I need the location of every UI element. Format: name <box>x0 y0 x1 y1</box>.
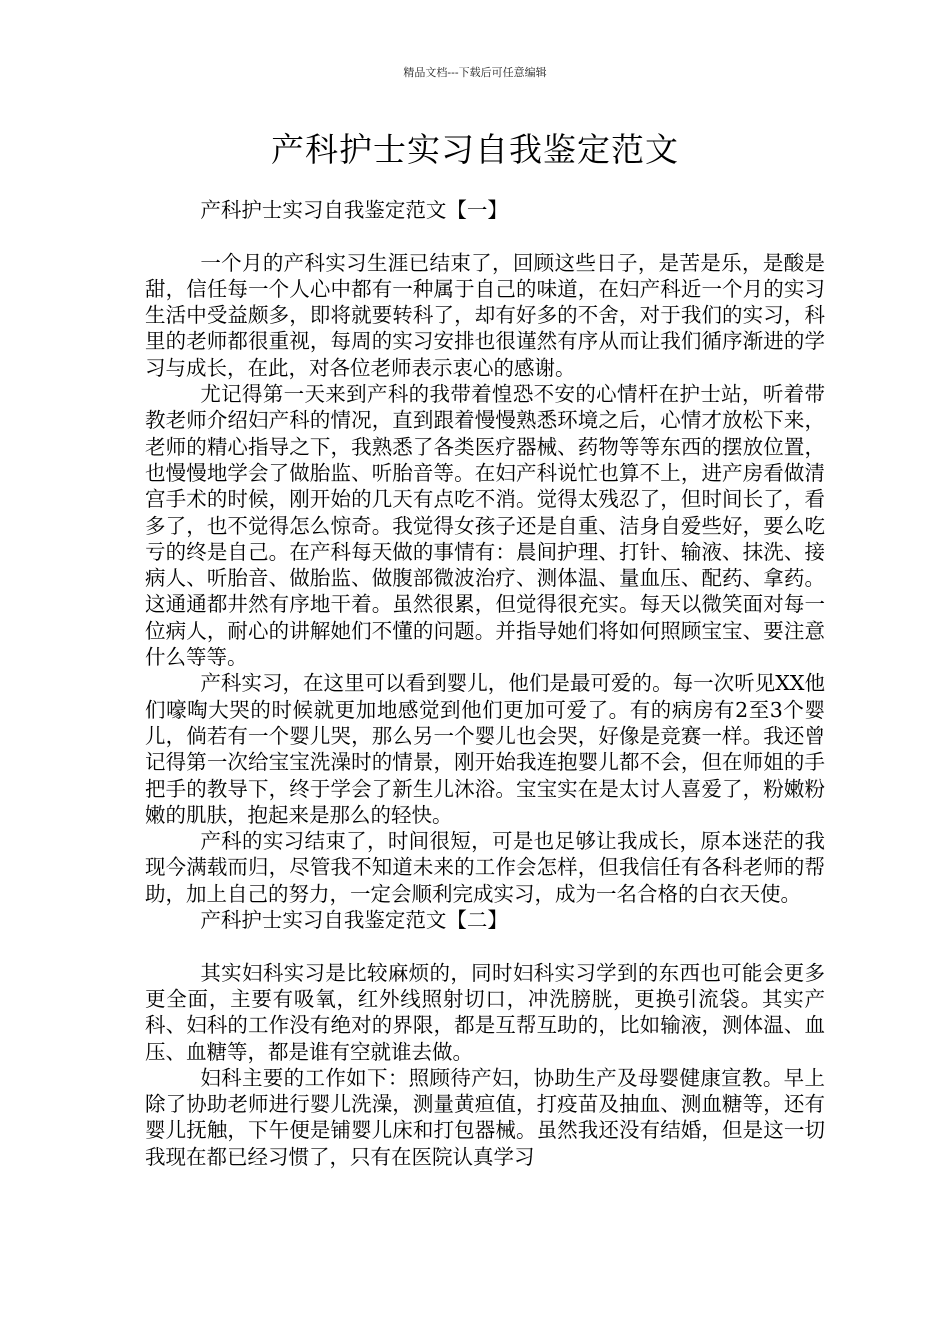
paragraph: 其实妇科实习是比较麻烦的，同时妇科实习学到的东西也可能会更多更全面，主要有吸氧，红外线照射切口，冲洗膀胱，更换引流袋。其实产科、妇科的工作没有绝对的界限，都是互帮互助的，比如输液，测体温、血压、血糖等，都是谁有空就谁去做。 <box>145 960 825 1064</box>
paragraph: 产科的实习结束了，时间很短，可是也足够让我成长，原本迷茫的我现今满载而归，尽管我不知道未来的工作会怎样，但我信任有各科老师的帮助，加上自己的努力，一定会顺利完成实习，成为一名合格的白衣天使。 <box>145 829 825 906</box>
section-heading-1: 产科护士实习自我鉴定范文【一】 <box>200 198 508 222</box>
blank-line <box>145 933 825 959</box>
paragraph: 一个月的产科实习生涯已结束了，回顾这些日子，是苦是乐，是酸是甜，信任每一个人心中都有一种属于自己的味道，在妇产科近一个月的实习生活中受益颇多，即将就要转科了，却有好多的不舍，对于我们的实习，科里的老师都很重视，每周的实习安排也很谨然有序从而让我们循序渐进的学习与成长，在此，对各位老师表示衷心的感谢。 <box>145 250 825 380</box>
section-heading-2: 产科护士实习自我鉴定范文【二】 <box>200 908 508 933</box>
paragraph: 产科实习，在这里可以看到婴儿，他们是最可爱的。每一次听见XX他们嚎啕大哭的时候就更加地感觉到他们更加可爱了。有的病房有2至3个婴儿，倘若有一个婴儿哭，那么另一个婴儿也会哭，好像是竞赛一样。我还曾记得第一次给宝宝洗澡时的情景，刚开始我连抱婴儿都不会，但在师姐的手把手的教导下，终于学会了新生儿沐浴。宝宝实在是太讨人喜爱了，粉嫩粉嫩的肌肤，抱起来是那么的轻快。 <box>145 671 825 827</box>
paragraph: 妇科主要的工作如下：照顾待产妇，协助生产及母婴健康宣教。早上除了协助老师进行婴儿洗澡，测量黄疸值，打疫苗及抽血、测血糖等，还有婴儿抚触，下午便是铺婴儿床和打包器械。虽然我还没有结婚，但是这一切我现在都已经习惯了，只有在医院认真学习 <box>145 1065 825 1169</box>
paragraph: 尤记得第一天来到产科的我带着惶恐不安的心情杆在护士站，听着带教老师介绍妇产科的情况，直到跟着慢慢熟悉环境之后，心情才放松下来，老师的精心指导之下，我熟悉了各类医疗器械、药物等等东西的摆放位置，也慢慢地学会了做胎监、听胎音等。在妇产科说忙也算不上，进产房看做清宫手术的时候，刚开始的几天有点吃不消。觉得太残忍了，但时间长了，看多了，也不觉得怎么惊奇。我觉得女孩子还是自重、洁身自爱些好，要么吃亏的终是自己。在产科每天做的事情有：晨间护理、打针、输液、抹洗、接病人、听胎音、做胎监、做腹部微波治疗、测体温、量血压、配药、拿药。这通通都井然有序地干着。虽然很累，但觉得很充实。每天以微笑面对每一位病人，耐心的讲解她们不懂的问题。并指导她们将如何照顾宝宝、要注意什么等等。 <box>145 382 825 670</box>
document-body <box>145 197 825 1170</box>
header-note: 精品文档---下载后可任意编辑 <box>403 66 547 79</box>
document-title: 产科护士实习自我鉴定范文 <box>271 130 679 169</box>
blank-line <box>145 223 825 249</box>
